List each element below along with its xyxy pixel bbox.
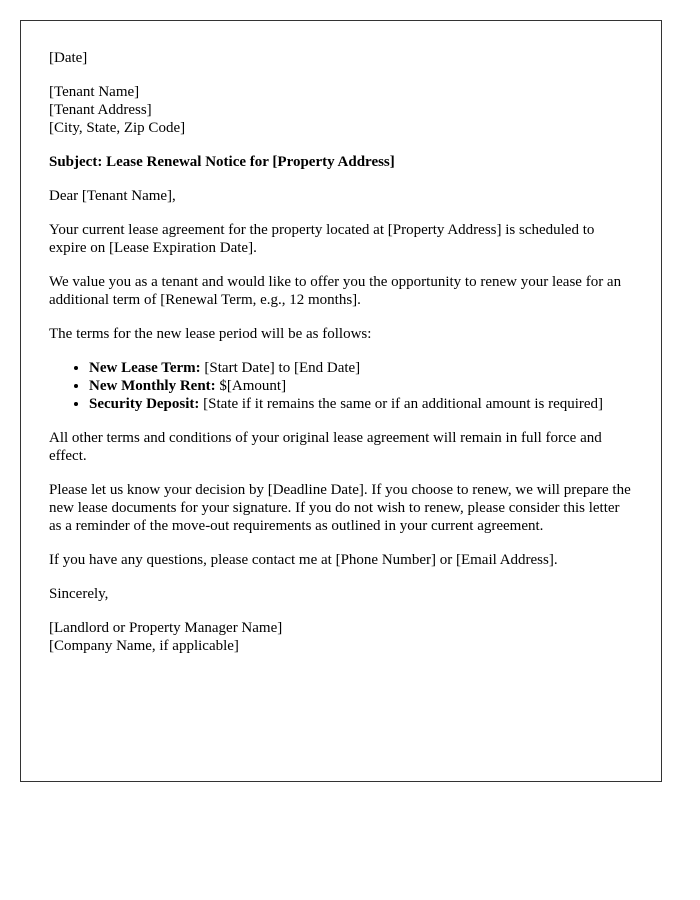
paragraph-contact: If you have any questions, please contact me at [Phone Number] or [Email Address]. (49, 552, 558, 568)
tenant-city-state-zip: [City, State, Zip Code] (49, 120, 186, 136)
term-value: $[Amount] (215, 378, 287, 394)
recipient-block (49, 83, 633, 137)
tenant-name: [Tenant Name] (49, 84, 140, 100)
term-value: [Start Date] to [End Date] (200, 360, 361, 376)
date: [Date] (49, 50, 88, 66)
signoff: Sincerely, (49, 586, 109, 602)
term-monthly-rent (89, 377, 633, 395)
paragraph-decision: Please let us know your decision by [Deadline Date]. If you choose to renew, we will prepare the new lease documents for your signature. If you do not wish to renew, please consider this letter as a reminder of the move-out requirements as outlined in your current agreement. (49, 482, 631, 534)
signer-company: [Company Name, if applicable] (49, 638, 239, 654)
letter (20, 20, 662, 782)
term-label: New Lease Term: (89, 360, 201, 376)
term-value: [State if it remains the same or if an additional amount is required] (199, 396, 604, 412)
paragraph-renewal-offer: We value you as a tenant and would like to offer you the opportunity to renew your lease for an additional term of [Renewal Term, e.g., 12 months]. (49, 274, 622, 308)
salutation: Dear [Tenant Name], (49, 188, 176, 204)
signer-name: [Landlord or Property Manager Name] (49, 620, 283, 636)
paragraph-other-terms: All other terms and conditions of your original lease agreement will remain in full force and effect. (49, 430, 602, 464)
signature-block (49, 619, 633, 655)
paragraph-lease-expiry: Your current lease agreement for the property located at [Property Address] is scheduled to expire on [Lease Expiration Date]. (49, 222, 595, 256)
subject-text: Subject: Lease Renewal Notice for [Property Address] (49, 154, 395, 170)
tenant-address: [Tenant Address] (49, 102, 152, 118)
term-label: New Monthly Rent: (89, 378, 216, 394)
terms-list (49, 359, 633, 413)
term-lease-term (89, 359, 633, 377)
subject-line (49, 153, 633, 171)
paragraph-terms-intro: The terms for the new lease period will be as follows: (49, 326, 372, 342)
term-security-deposit (89, 395, 633, 413)
term-label: Security Deposit: (89, 396, 200, 412)
